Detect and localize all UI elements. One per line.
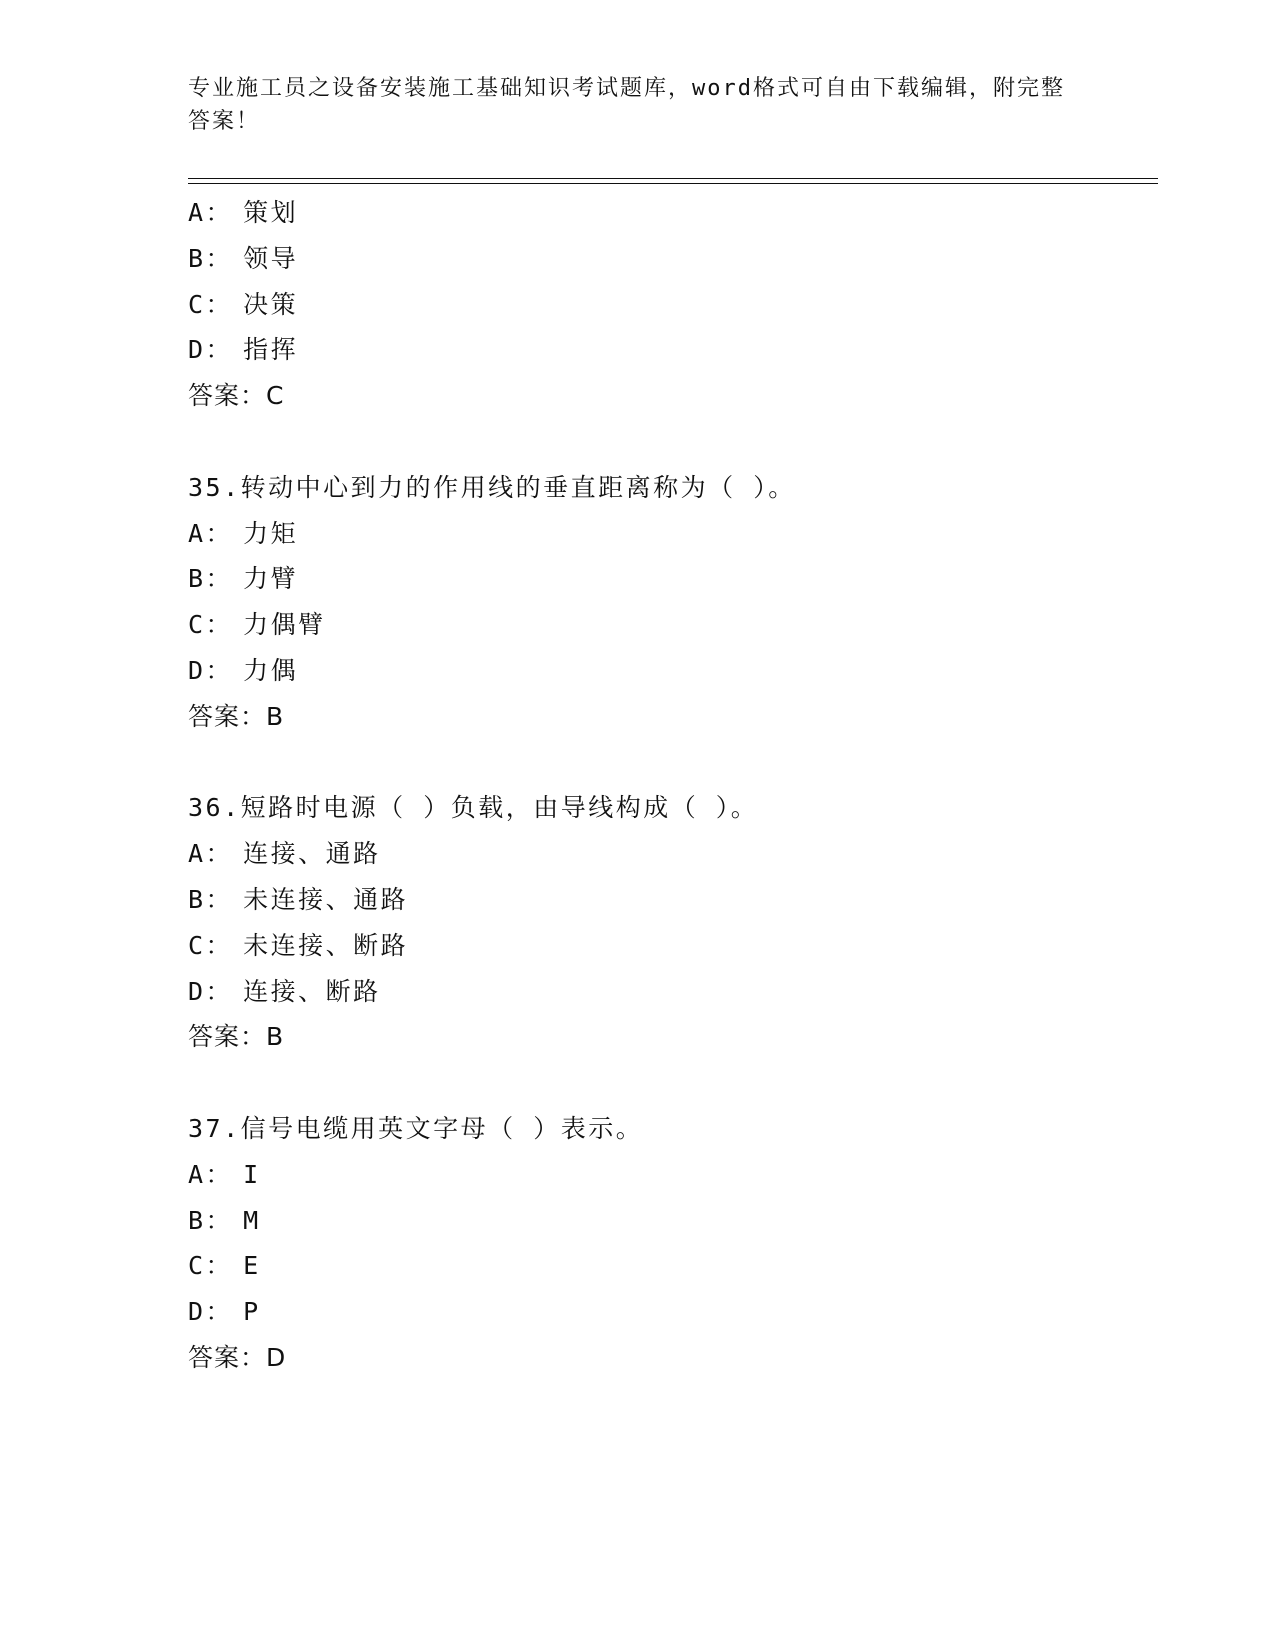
option-letter: B： [188, 1205, 234, 1235]
option-letter: A： [188, 839, 234, 869]
option-a [188, 511, 1148, 557]
answer-line: 答案：D [188, 1342, 287, 1372]
question-37 [188, 1106, 1148, 1381]
option-text: M [243, 1205, 261, 1235]
question-list [188, 190, 1148, 1381]
option-text: I [243, 1159, 261, 1189]
option-letter: C： [188, 1251, 234, 1281]
option-letter: D： [188, 335, 234, 365]
option-letter: B： [188, 243, 234, 273]
option-d [188, 969, 1148, 1015]
option-letter: D： [188, 976, 234, 1006]
option-text: 连接、断路 [243, 976, 381, 1006]
option-letter: B： [188, 564, 234, 594]
option-a [188, 1152, 1148, 1198]
option-c [188, 1243, 1148, 1289]
answer-line: 答案：B [188, 701, 285, 731]
header-rule-top [188, 178, 1158, 179]
option-text: P [243, 1297, 261, 1327]
option-letter: A： [188, 198, 234, 227]
option-letter: D： [188, 1297, 234, 1327]
header-rule-bottom [188, 183, 1158, 184]
option-text: 策划 [243, 198, 299, 227]
option-letter: C： [188, 610, 234, 640]
option-letter: A： [188, 518, 234, 548]
document-header: 专业施工员之设备安装施工基础知识考试题库，word格式可自由下载编辑，附完整答案！ [188, 76, 1065, 134]
option-letter: D： [188, 655, 234, 685]
option-c [188, 282, 1148, 328]
option-text: 力偶 [243, 655, 299, 685]
question-fragment [188, 190, 1148, 419]
option-text: 连接、通路 [243, 839, 381, 869]
option-d [188, 648, 1148, 694]
option-b [188, 236, 1148, 282]
answer-line: 答案：B [188, 1022, 285, 1052]
option-c [188, 602, 1148, 648]
option-b [188, 877, 1148, 923]
option-d [188, 1289, 1148, 1335]
option-letter: C： [188, 930, 234, 960]
option-letter: A： [188, 1159, 234, 1189]
question-36 [188, 785, 1148, 1060]
option-letter: B： [188, 884, 234, 914]
option-text: 未连接、断路 [243, 930, 409, 960]
option-text: 决策 [243, 289, 299, 319]
option-text: 力臂 [243, 564, 299, 594]
option-text: 力偶臂 [243, 610, 326, 640]
answer-line: 答案：C [188, 381, 285, 411]
option-a [188, 831, 1148, 877]
question-stem: 37.信号电缆用英文字母（ ）表示。 [188, 1113, 644, 1143]
option-d [188, 327, 1148, 373]
option-c [188, 923, 1148, 969]
option-b [188, 556, 1148, 602]
option-a [188, 190, 1148, 236]
question-stem: 35.转动中心到力的作用线的垂直距离称为（ ）。 [188, 472, 796, 502]
option-text: E [243, 1251, 261, 1281]
question-35 [188, 465, 1148, 740]
question-stem: 36.短路时电源（ ）负载，由导线构成（ ）。 [188, 793, 759, 823]
option-text: 力矩 [243, 518, 299, 548]
option-text: 未连接、通路 [243, 884, 409, 914]
option-text: 指挥 [243, 335, 299, 365]
option-b [188, 1198, 1148, 1244]
option-text: 领导 [243, 243, 299, 273]
option-letter: C： [188, 289, 234, 319]
